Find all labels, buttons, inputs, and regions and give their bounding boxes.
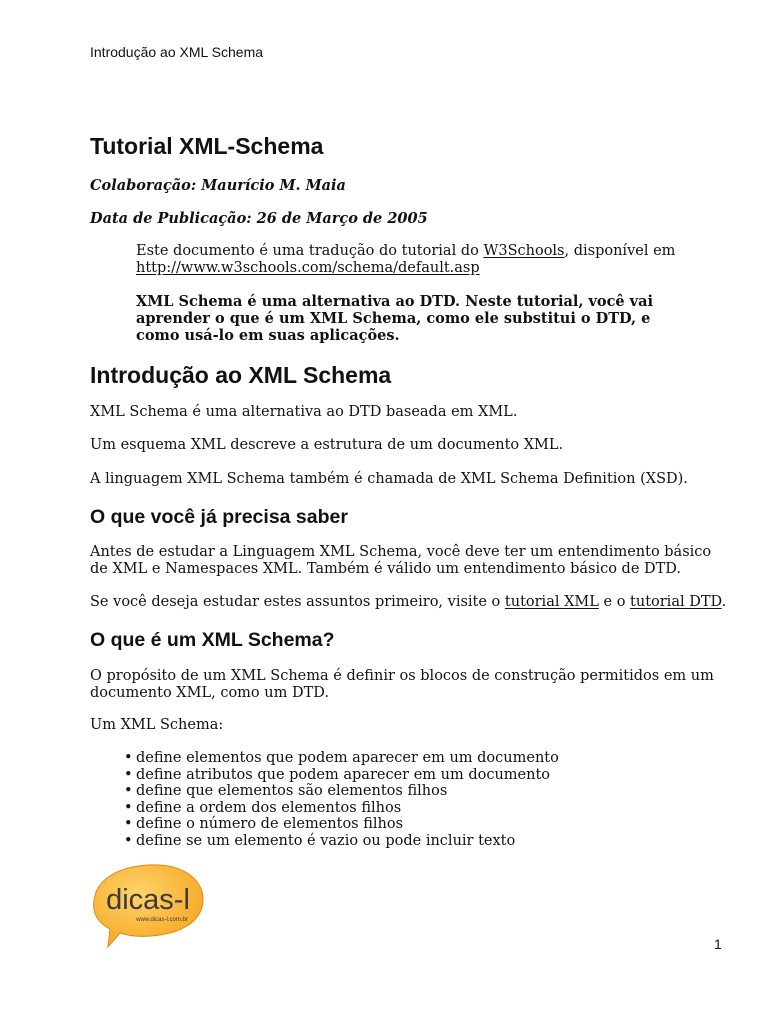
definition-list [124,750,559,850]
list-item [124,816,559,833]
list-item [124,800,559,817]
section-prerequisites-title: O que você já precisa saber [90,506,348,528]
list-item [124,767,559,784]
bullet-icon: • [124,832,133,849]
section-intro-title: Introdução ao XML Schema [90,362,392,388]
bullet-icon: • [124,799,133,816]
translation-note-prefix: Este documento é uma tradução do tutorial do [136,243,484,259]
list-item-text: define elementos que podem aparecer em um documento [136,750,559,766]
dtd-tutorial-link[interactable]: tutorial DTD [630,594,722,610]
list-item [124,750,559,767]
dicas-l-logo [90,857,208,953]
list-item-text: define que elementos são elementos filhos [136,783,448,800]
paragraph: Um XML Schema: [90,717,224,733]
tutorial-summary: XML Schema é uma alternativa ao DTD. Neste tutorial, você vai aprender o que é um XML Schema, como ele substitui o DTD, e como usá-lo em suas aplicações. [136,293,654,344]
list-item-text: define atributos que podem aparecer em um documento [136,766,551,783]
list-item-text: define a ordem dos elementos filhos [136,799,402,816]
paragraph [90,594,726,610]
source-url-link[interactable]: http://www.w3schools.com/schema/default.asp [136,260,480,276]
paragraph-text: . [721,594,727,610]
xml-tutorial-link[interactable]: tutorial XML [504,594,599,610]
list-item-text: define o número de elementos filhos [136,816,404,833]
list-item [124,783,559,800]
bullet-icon: • [124,750,133,766]
running-header: Introdução ao XML Schema [90,44,264,60]
translation-note-middle: , disponível em [564,243,676,259]
translation-note [136,243,696,277]
paragraph-text: Se você deseja estudar estes assuntos primeiro, visite o [90,594,505,610]
collaboration-credit: Colaboração: Maurício M. Maia [90,177,346,194]
bullet-icon: • [124,783,133,800]
w3schools-link[interactable]: W3Schools [483,243,565,259]
paragraph: XML Schema é uma alternativa ao DTD baseada em XML. [90,404,518,420]
paragraph: Um esquema XML descreve a estrutura de um documento XML. [90,437,564,453]
list-item-text: define se um elemento é vazio ou pode incluir texto [136,832,516,849]
paragraph-text: e o [598,594,631,610]
publication-date: Data de Publicação: 26 de Março de 2005 [90,210,428,227]
paragraph: O propósito de um XML Schema é definir os blocos de construção permitidos em um documento XML, como um DTD. [90,668,714,701]
bullet-icon: • [124,816,133,833]
list-item [124,833,559,850]
logo-wordmark: dicas-l [106,884,190,916]
page-title: Tutorial XML-Schema [90,133,324,159]
paragraph: A linguagem XML Schema também é chamada de XML Schema Definition (XSD). [90,471,688,487]
bullet-icon: • [124,766,133,783]
paragraph: Antes de estudar a Linguagem XML Schema, você deve ter um entendimento básico de XML e Namespaces XML. Também é válido um entendimento básico de DTD. [90,544,712,577]
logo-url: www.dicas-l.com.br [136,917,188,923]
section-what-is-title: O que é um XML Schema? [90,629,335,651]
page-number: 1 [714,936,722,952]
